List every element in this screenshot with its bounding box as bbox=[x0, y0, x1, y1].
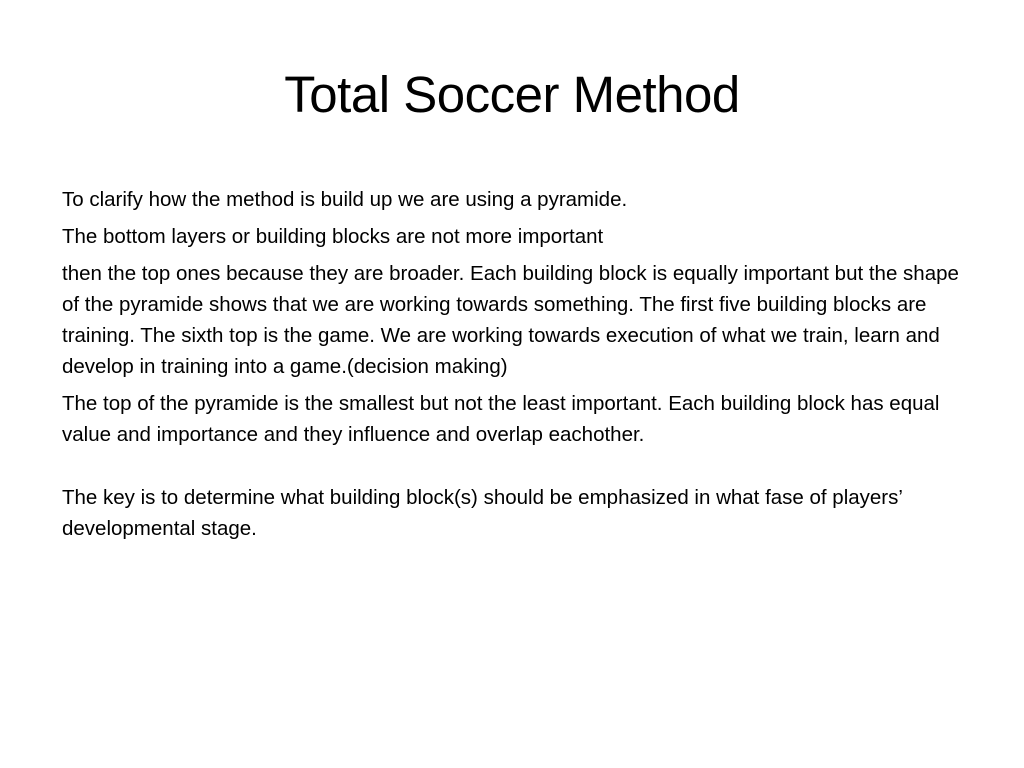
paragraph-1: To clarify how the method is build up we are using a pyramide. bbox=[62, 188, 628, 211]
paragraph-4: The top of the pyramide is the smallest but not the least important. Each building block has equal value and importance and they influence and overlap eachother. bbox=[62, 392, 940, 446]
paragraph-2: The bottom layers or building blocks are not more important bbox=[62, 225, 604, 248]
slide-title: Total Soccer Method bbox=[284, 66, 740, 123]
slide-body bbox=[62, 184, 962, 550]
paragraph-5: The key is to determine what building block(s) should be emphasized in what fase of players’ developmental stage. bbox=[62, 486, 903, 540]
paragraph-3: then the top ones because they are broader. Each building block is equally important but the shape of the pyramide shows that we are working towards something. The first five building blocks are training. The sixth top is the game. We are working towards execution of what we train, learn and develop in training into a game.(decision making) bbox=[62, 262, 959, 378]
